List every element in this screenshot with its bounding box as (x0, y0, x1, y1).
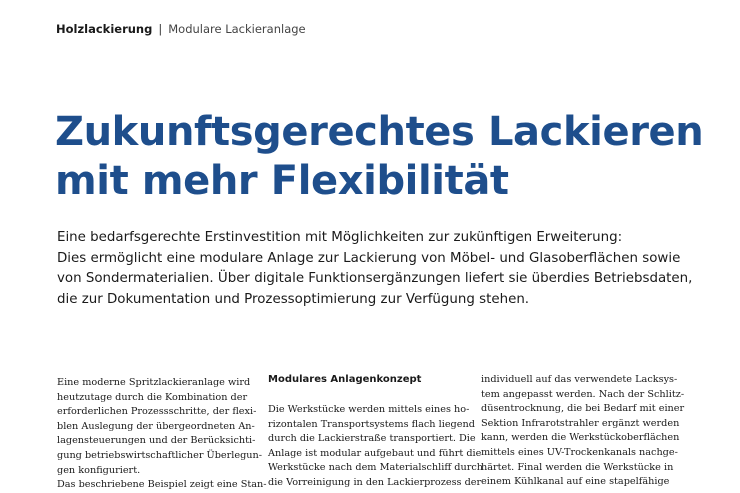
body-line: gen konfiguriert. (57, 464, 141, 476)
body-column-2 (268, 373, 484, 491)
article-headline (55, 108, 703, 206)
running-head-separator: | (158, 22, 163, 36)
body-line: kann, werden die Werkstückoberflächen (481, 432, 680, 444)
running-head (56, 22, 306, 36)
column-subheading: Modulares Anlagenkonzept (268, 374, 422, 385)
body-line: tem angepasst werden. Nach der Schlitz- (481, 388, 685, 400)
body-line: die Vorreinigung in den Lackierprozess der (268, 476, 482, 488)
body-line: durch die Lackierstraße transportiert. Die (268, 433, 476, 445)
body-column-1 (57, 376, 267, 493)
running-head-section: Holzlackierung (56, 22, 153, 36)
body-line: düsentrocknung, die bei Bedarf mit einer (481, 403, 685, 415)
headline-line-1: Zukunftsgerechtes Lackieren (55, 109, 704, 155)
lead-line: Eine bedarfsgerechte Erstinvestition mit Möglichkeiten zur zukünftigen Erweiterung: (57, 230, 623, 245)
body-line: Eine moderne Spritzlackieranlage wird (57, 377, 251, 388)
body-column-3 (481, 373, 685, 490)
body-line: rizontalen Transportsystems flach liegend (268, 418, 475, 430)
lead-line: von Sondermaterialien. Über digitale Funktionsergänzungen liefert sie überdies Betriebsdaten, (57, 271, 693, 286)
body-line: Anlage ist modular aufgebaut und führt die (268, 447, 482, 459)
body-line: härtet. Final werden die Werkstücke in (481, 461, 674, 473)
running-head-topic: Modulare Lackieranlage (168, 22, 306, 36)
body-line: mittels eines UV-Trockenkanals nachge- (481, 446, 678, 458)
body-line: einem Kühlkanal auf eine stapelfähige (481, 476, 670, 488)
body-line: gung betriebswirtschaftlicher Überlegun- (57, 449, 263, 461)
body-line: individuell auf das verwendete Lacksys- (481, 374, 678, 385)
body-line: Sektion Infrarotstrahler ergänzt werden (481, 417, 680, 429)
body-line: heutzutage durch die Kombination der (57, 391, 248, 403)
body-line: blen Auslegung der übergeordneten An- (57, 420, 255, 432)
body-line: Das beschriebene Beispiel zeigt eine Stan- (57, 479, 267, 491)
body-line: Werkstücke nach dem Materialschliff durch (268, 462, 484, 474)
body-line: Die Werkstücke werden mittels eines ho- (268, 404, 470, 415)
article-lead (57, 228, 697, 310)
lead-line: die zur Dokumentation und Prozessoptimierung zur Verfügung stehen. (57, 291, 530, 307)
body-line: erforderlichen Prozessschritte, der flexi- (57, 406, 257, 418)
body-line: lagensteuerungen und der Berücksichti- (57, 435, 256, 447)
headline-line-2: mit mehr Flexibilität (55, 158, 509, 204)
lead-line: Dies ermöglicht eine modulare Anlage zur Lackierung von Möbel- und Glasoberflächen sowie (57, 250, 681, 266)
